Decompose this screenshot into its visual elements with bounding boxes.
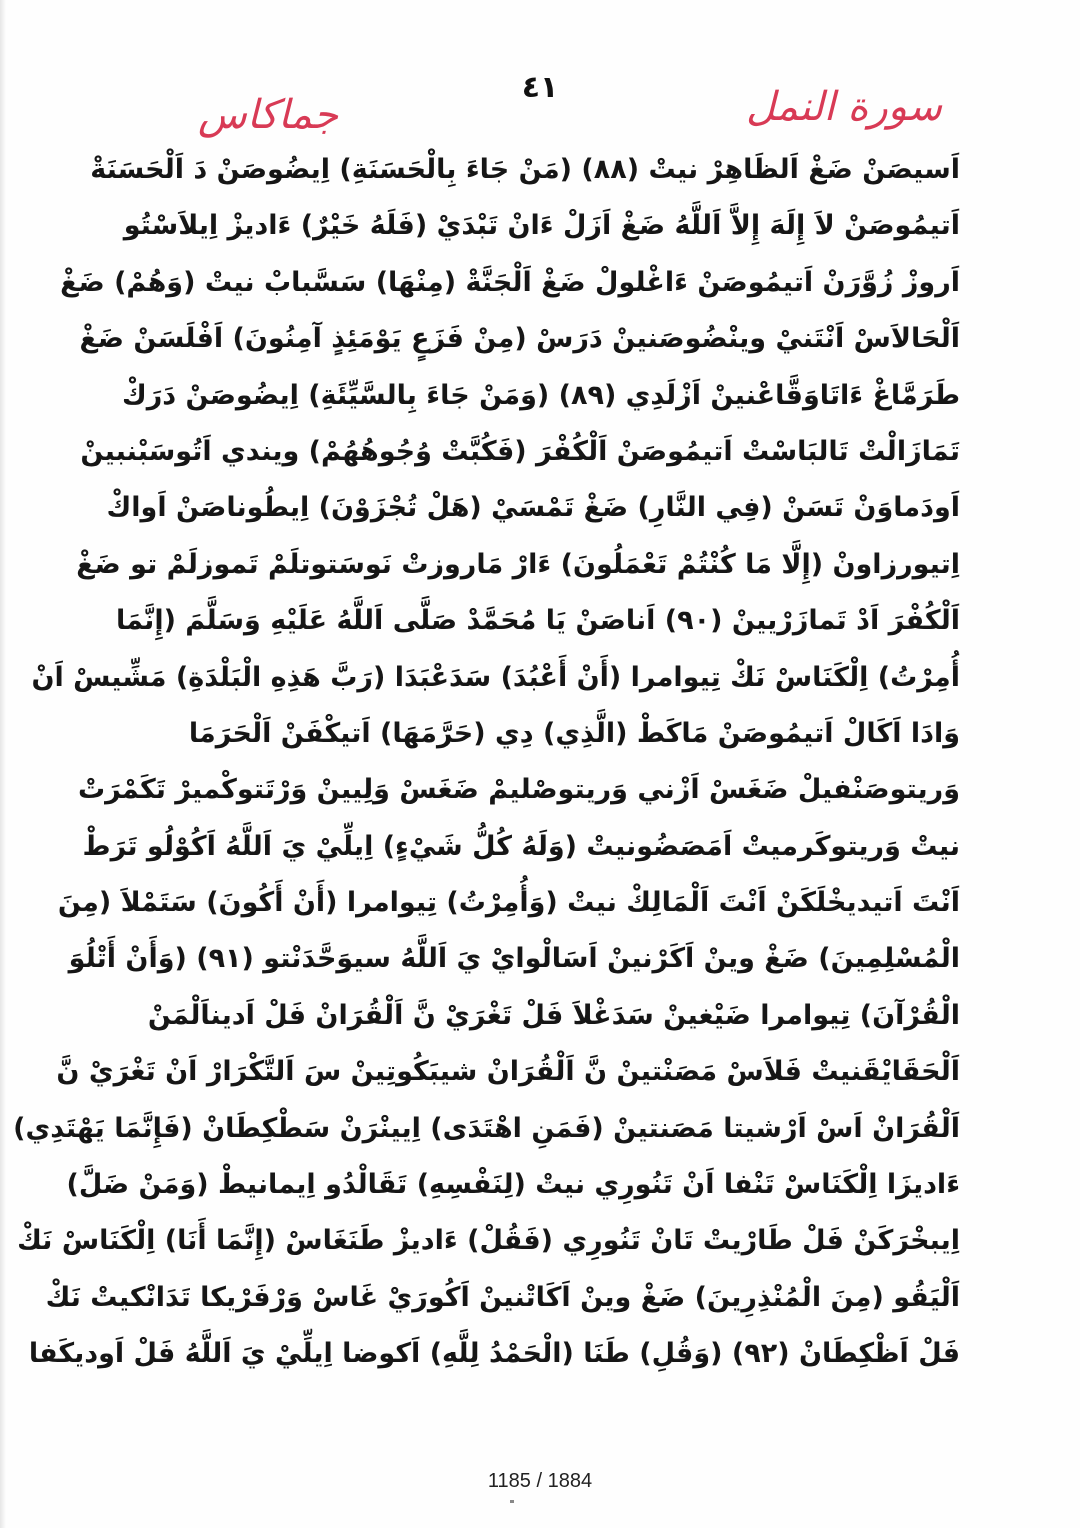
text-line: تَمَازَالْتْ تَالبَاسْتْ اَتيمُوصَنْ اَلْكُفْرَ (فَكُبَّتْ وُجُوهُهُمْ) ويندي اَتُوسَبْنبينْ <box>80 435 960 467</box>
handwritten-left-note: جماكاس <box>198 92 339 138</box>
text-line: اِتيورزاونْ (إِلَّا مَا كُنْتُمْ تَعْمَلُونَ) ءَارْ مَاروزتْ نَوسَتوتلَمْ تَموزلَمْ تو ضَغْ <box>76 548 960 580</box>
text-line: اَتيمُوصَنْ لاَ إِلَهَ إِلاَّ اَللَّهُ ضَغْ اَزَلْ ءَانْ تَبْدَيْ (فَلَهُ خَيْرٌ) ءَاديزْ اِيلاَسْتُو <box>123 210 960 242</box>
text-line: اَروزْ زُوَّرَنْ اَتيمُوصَنْ ءَاغْلولْ ضَغْ اَلْجَنَّةْ (مِنْهَا) سَسَّبابْ نيتْ (وَهُمْ) ضَغْ <box>60 266 960 298</box>
page-number: ٤١ <box>521 70 559 105</box>
text-line: اَنْتَ اَتيديخْلَكَنْ اَنْتَ اَلْمَالِكْ نيتْ (وَأُمِرْتُ) تِيوامرا (أَنْ أَكُونَ) سَتَمْلاَ (مِنَ <box>57 887 960 919</box>
text-line: اَسيصَنْ ضَغْ اَلظَاهِرْ نيتْ (٨٨) (مَنْ جَاءَ بِالْحَسَنَةِ) اِيضُوصَنْ دَ اَلْحَسَنَةْ <box>90 154 960 185</box>
text-line: اَودَماوَنْ تَسَنْ (فِي النَّارِ) ضَغْ تَمْسَيْ (هَلْ تُجْزَوْنَ) اِيطُوناصَنْ اَواكْ <box>106 492 960 524</box>
text-line: الْقُرْآنَ) تِيوامرا ضَيْغينْ سَدَغْلاَ فَلْ تَغْرَيْ نَّ اَلْقُرَانْ فَلْ اَديناَلْمَنْ <box>147 999 960 1031</box>
text-line: فَلْ اَظْكِطَانْ (٩٢) (وَقُلِ) طَنَا (الْحَمْدُ لِلَّهِ) اَكوضا اِيلِّيْ يَ اَللَّهُ فَلْ اَوديكَفا <box>28 1338 960 1370</box>
text-line: نيتْ وَريتوكَرميتْ اَمَصَضُونيتْ (وَلَهُ كُلُّ شَيْءٍ) اِيلِّيْ يَ اَللَّهُ اَكُوْلُو تَرَطْ <box>82 830 960 862</box>
text-line: اَلْحَالاَسْ اَنْتَنيْ وينْضُوصَنينْ دَرَسْ (مِنْ فَزَعٍ يَوْمَئِذٍ آمِنُونَ) اَفْلَسَنْ ضَغْ <box>79 323 960 355</box>
scan-speck <box>510 1500 514 1503</box>
page-edge-shadow <box>0 0 6 1528</box>
text-line: الْمُسْلِمِينَ) ضَغْ وينْ اَكَرْنينْ اَسَالْوايْ يَ اَللَّهُ سيوَحَّدَنْتو (٩١) (وَأَنْ أَتْلُوَ <box>68 943 960 975</box>
text-line: أُمِرْتُ) اِلْكَنَاسْ نَكْ تِيوامرا (أَنْ أَعْبُدَ) سَدَعْبَدَا (رَبَّ هَذِهِ الْبَلْدَةِ) مَشِّيسْ اَنْ <box>31 661 960 693</box>
text-line: ءَاديزَا اِلْكَنَاسْ تَنْفا اَنْ تَنُورِي نيتْ (لِنَفْسِهِ) تَقَالْدُو اِيمانيطْ (وَمَنْ ضَلَّ) <box>66 1169 960 1201</box>
text-line: اَلْحَقَايْقَنيتْ فَلاَسْ مَصَنْتينْ نَّ اَلْقُرَانْ شيبَكُوتِينْ سَ اَلتَّكْرَارْ اَنْ تَغْرَيْ نَّ <box>56 1056 960 1088</box>
main-text-block <box>13 142 960 1383</box>
text-line: اَلْيَقُو (مِنَ الْمُنْذِرِينَ) ضَغْ وينْ اَكَاتْنينْ اَكُورَيْ غَاسْ وَرْفَرْيكا تَدَانْكيتْ نَكْ <box>45 1281 960 1313</box>
text-line: اَلْقُرَانْ اَسْ اَرْشيتا مَصَنتينْ (فَمَنِ اهْتَدَى) اِيينْرَنْ سَطْكِطَانْ (فَإِنَّمَا يَهْتَدِي) <box>13 1112 960 1144</box>
text-line: اَلْكُفْرَ اَدْ تَمازَرْيينْ (٩٠) اَناصَنْ يَا مُحَمَّدْ صَلَّى اَللَّهُ عَلَيْهِ وَسَلَّمَ (إِنَّمَا <box>115 605 960 637</box>
text-line: وَادَا اَكَالْ اَتيمُوصَنْ مَاكَطْ (الَّذِي) دِي (حَرَّمَهَا) اَتيكْفَنْ اَلْحَرَمَا <box>188 717 960 749</box>
text-line: وَريتوصَنْفيلْ ضَغَسْ اَزْني وَريتوصْليمْ ضَغَسْ وَلِيينْ وَرْتَتوكْميرْ تَكَمْرَتْ <box>77 774 960 806</box>
pagination-indicator: 1185 / 1884 <box>487 1470 593 1492</box>
handwritten-surah-note: سورة النمل <box>746 84 942 130</box>
text-line: طَرَمَّاغْ ءَاتَاوَقَّاعْنينْ اَزْلَدِي (٨٩) (وَمَنْ جَاءَ بِالسَّيِّئَةِ) اِيضُوصَنْ دَرَكْ <box>121 379 960 411</box>
text-line: اِيبخْرَكَنْ فَلْ طَارْيتْ تَانْ تَنُورِي (فَقُلْ) ءَاديزْ طَنَغَاسْ (إِنَّمَا أَنَا) اِلْكَنَاسْ نَكْ <box>17 1225 960 1257</box>
